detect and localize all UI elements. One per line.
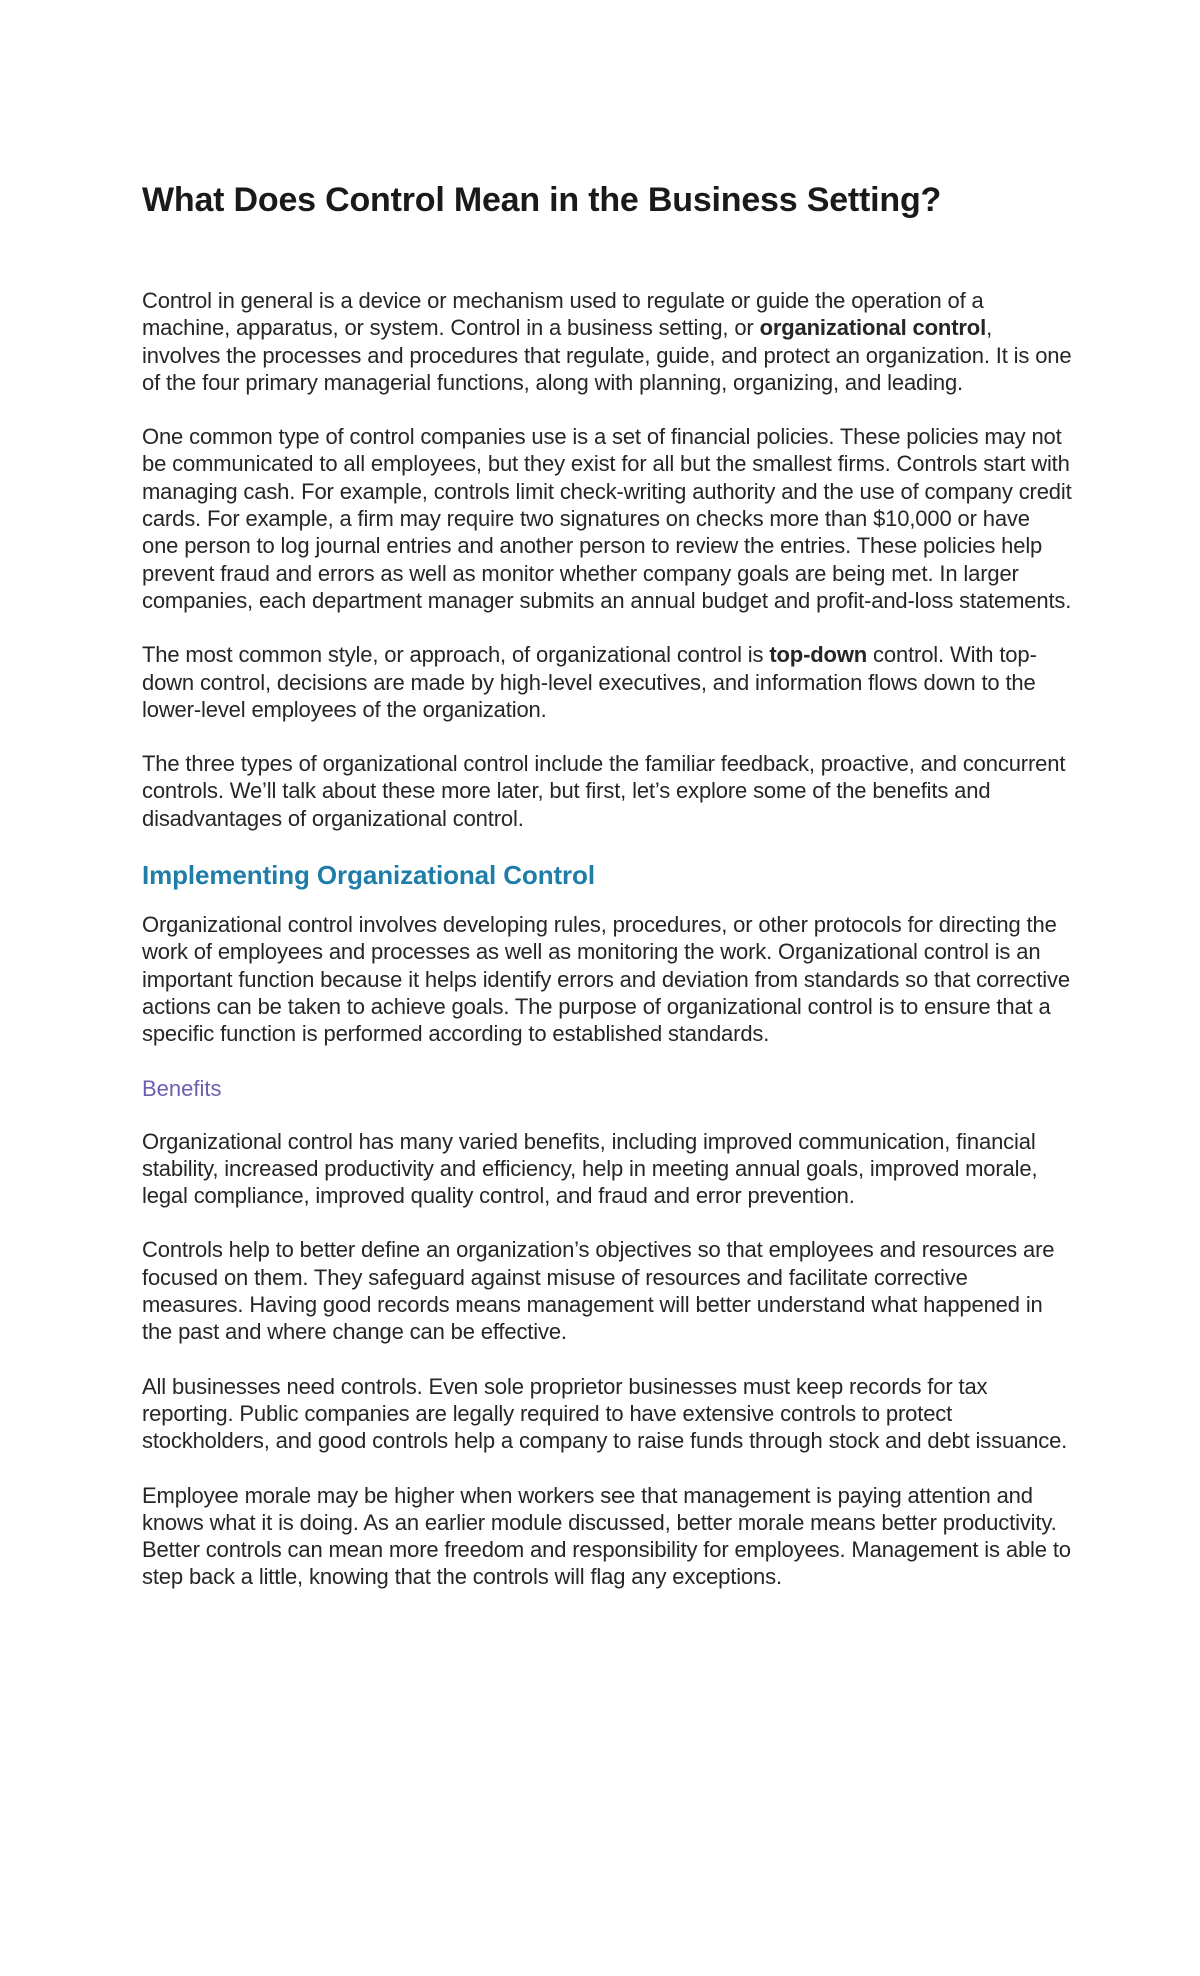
benefits-paragraph-3: All businesses need controls. Even sole proprietor businesses must keep records for tax reporting. Public companies are legally required to have extensive controls to protect stockholders, and good controls help a company to raise funds through stock and debt issuance. xyxy=(142,1373,1068,1454)
intro-paragraph-3 xyxy=(142,641,1072,723)
intro-p1-text-b: , involves the processes and procedures that regulate, guide, and protect an organization. It is one of the four primary managerial functions, along with planning, organizing, and leading. xyxy=(142,315,1072,395)
intro-paragraph-4: The three types of organizational control include the familiar feedback, proactive, and concurrent controls. We’ll talk about these more later, but first, let’s explore some of the benefits and disadvantages of organizational control. xyxy=(142,751,1066,831)
document-page xyxy=(142,180,1072,1618)
term-organizational-control: organizational control xyxy=(759,315,987,341)
intro-p1-text-a: Control in general is a device or mechanism used to regulate or guide the operation of a machine, apparatus, or system. Control in a business setting, or xyxy=(142,288,984,341)
benefits-paragraph-1: Organizational control has many varied benefits, including improved communication, financial stability, increased productivity and efficiency, help in meeting annual goals, improved morale, legal compliance, improved quality control, and fraud and error prevention. xyxy=(142,1128,1038,1209)
intro-p3-text-a: The most common style, or approach, of organizational control is xyxy=(142,642,770,668)
term-top-down: top-down xyxy=(769,642,868,668)
benefits-heading: Benefits xyxy=(142,1075,222,1101)
intro-paragraph-1 xyxy=(142,287,1072,396)
intro-paragraph-2: One common type of control companies use is a set of financial policies. These policies may not be communicated to all employees, but they exist for all but the smallest firms. Controls start with managing cash. For example, controls limit check-writing authority and the use of company credit cards. For example, a firm may require two signatures on checks more than $10,000 or have one person to log journal entries and another person to review the entries. These policies help prevent fraud and errors as well as monitor whether company goals are being met. In larger companies, each department manager submits an annual budget and profit-and-loss statements. xyxy=(142,424,1072,613)
section-heading: Implementing Organizational Control xyxy=(142,860,595,891)
page-title: What Does Control Mean in the Business Setting? xyxy=(142,181,942,219)
benefits-paragraph-4: Employee morale may be higher when workers see that management is paying attention and knows what it is doing. As an earlier module discussed, better morale means better productivity. Better controls can mean more freedom and responsibility for employees. Management is able to step back a little, knowing that the controls will flag any exceptions. xyxy=(142,1482,1071,1590)
intro-p3-text-b: control. With top-down control, decisions are made by high-level executives, and information flows down to the lower-level employees of the organization. xyxy=(142,642,1037,722)
section-paragraph-1: Organizational control involves developing rules, procedures, or other protocols for directing the work of employees and processes as well as monitoring the work. Organizational control is an important function because it helps identify errors and deviation from standards so that corrective actions can be taken to achieve goals. The purpose of organizational control is to ensure that a specific function is performed according to established standards. xyxy=(142,912,1070,1047)
benefits-paragraph-2: Controls help to better define an organization’s objectives so that employees and resources are focused on them. They safeguard against misuse of resources and facilitate corrective measures. Having good records means management will better understand what happened in the past and where change can be effective. xyxy=(142,1237,1055,1345)
